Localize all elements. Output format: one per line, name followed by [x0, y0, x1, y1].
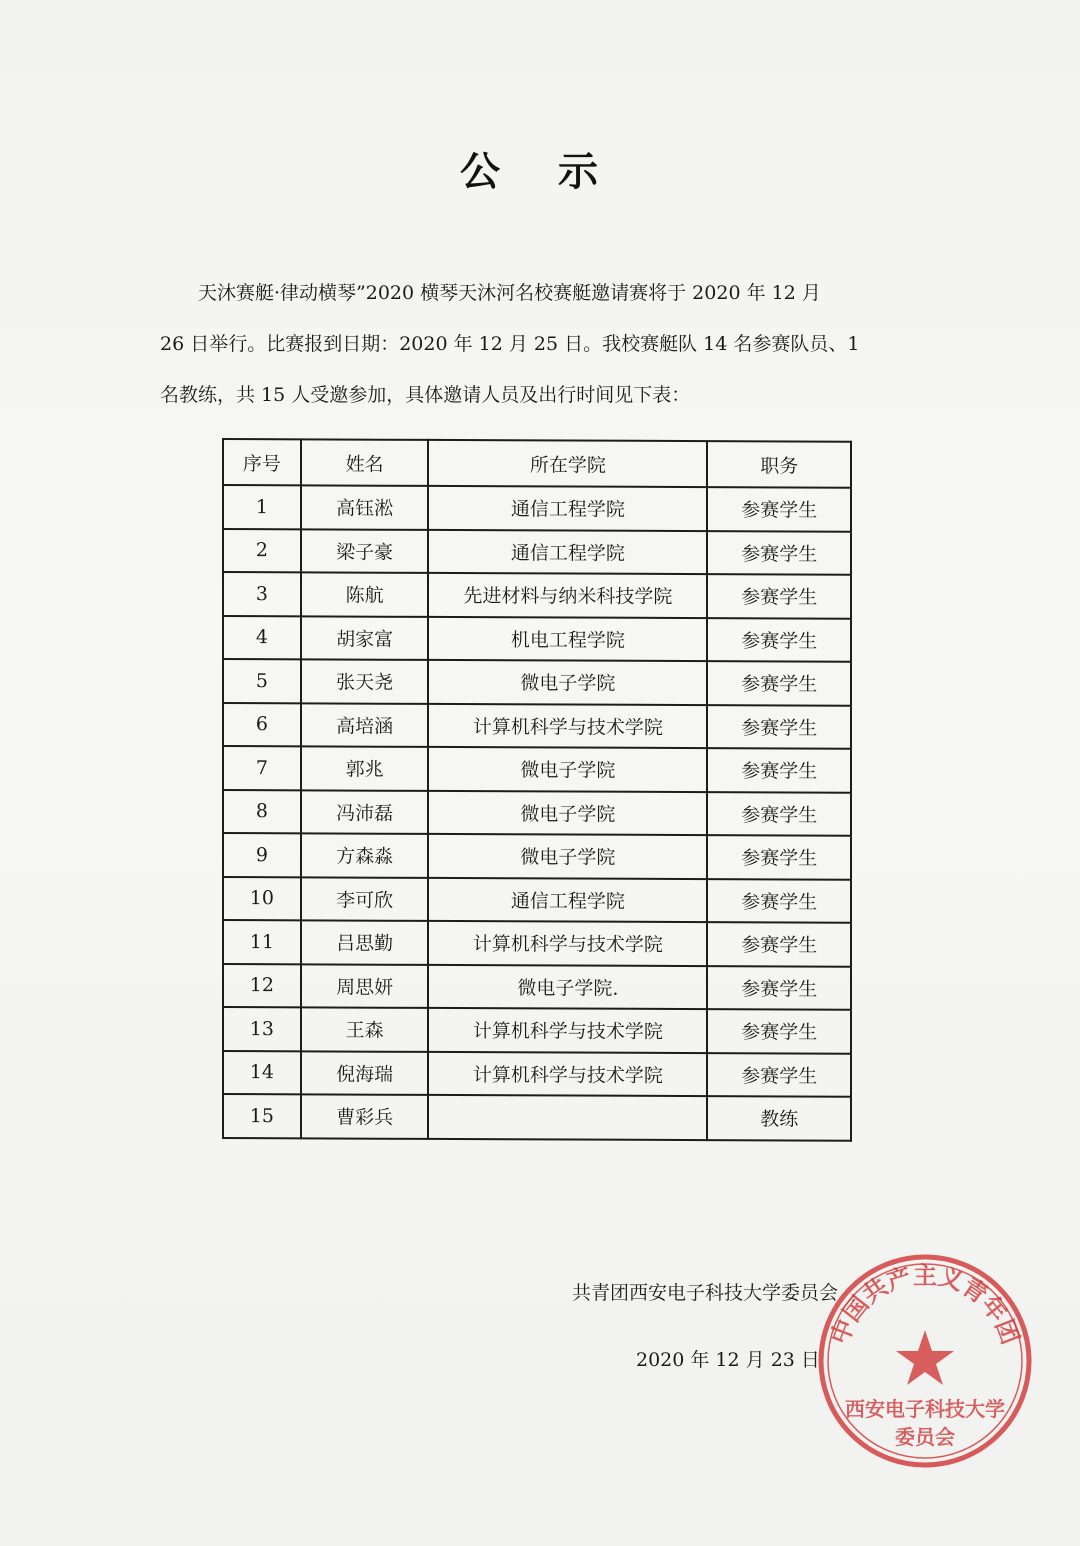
cell-role: 参赛学生 [707, 531, 851, 575]
cell-college: 计算机科学与技术学院 [428, 921, 707, 966]
table-row [223, 703, 851, 749]
table-row [223, 616, 851, 662]
roster-table [222, 438, 852, 1141]
seal-star-icon [896, 1330, 954, 1385]
cell-index: 13 [223, 1007, 301, 1051]
paragraph-line-1: 天沐赛艇·律动横琴”2020 横琴天沐河名校赛艇邀请赛将于 2020 年 12 月 [198, 282, 821, 304]
cell-name: 张天尧 [301, 659, 429, 703]
cell-role: 参赛学生 [707, 966, 851, 1010]
cell-role: 参赛学生 [707, 792, 851, 836]
cell-college: 微电子学院. [428, 964, 707, 1009]
cell-role: 参赛学生 [707, 1009, 851, 1053]
cell-college: 计算机科学与技术学院 [428, 1008, 707, 1053]
cell-name: 王森 [301, 1007, 429, 1051]
cell-name: 吕思勤 [301, 920, 429, 964]
cell-college [428, 1095, 707, 1140]
cell-name: 高培涵 [301, 703, 429, 747]
table-row [223, 833, 851, 879]
table-row [223, 790, 851, 836]
cell-index: 2 [223, 529, 301, 573]
cell-role: 参赛学生 [707, 748, 851, 792]
cell-college: 计算机科学与技术学院 [428, 703, 707, 748]
cell-college: 先进材料与纳米科技学院 [428, 573, 707, 618]
cell-role: 教练 [707, 1096, 851, 1140]
cell-index: 3 [223, 572, 301, 616]
cell-college: 计算机科学与技术学院 [428, 1051, 707, 1096]
table-row [223, 964, 851, 1010]
cell-index: 12 [223, 964, 301, 1008]
cell-index: 11 [223, 920, 301, 964]
official-seal [812, 1248, 1038, 1474]
cell-name: 胡家富 [301, 616, 429, 660]
cell-college: 微电子学院 [428, 790, 707, 835]
paragraph-line-3: 名教练，共 15 人受邀参加，具体邀请人员及出行时间见下表： [160, 384, 691, 406]
cell-name: 陈航 [301, 572, 429, 616]
table-row [223, 485, 851, 531]
cell-role: 参赛学生 [707, 574, 851, 618]
cell-name: 冯沛磊 [301, 790, 429, 834]
seal-inner-line1: 西安电子科技大学 [845, 1397, 1005, 1421]
cell-index: 15 [223, 1094, 301, 1138]
cell-name: 郭兆 [301, 746, 429, 790]
cell-index: 1 [223, 485, 301, 529]
cell-index: 10 [223, 877, 301, 921]
cell-name: 李可欣 [301, 877, 429, 921]
cell-role: 参赛学生 [707, 1053, 851, 1097]
cell-role: 参赛学生 [707, 879, 851, 923]
issue-date: 2020 年 12 月 23 日 [636, 1349, 820, 1371]
cell-college: 微电子学院 [428, 747, 707, 792]
table-row [223, 1094, 851, 1140]
cell-index: 6 [223, 703, 301, 747]
header-name: 姓名 [301, 439, 429, 486]
table-row [223, 659, 851, 705]
document-title: 公 示 [460, 149, 620, 195]
cell-college: 通信工程学院 [428, 529, 707, 574]
table-body [223, 485, 851, 1140]
cell-college: 通信工程学院 [428, 486, 707, 531]
table-row [223, 877, 851, 923]
seal-ring-text: 中国共产主义青年团 [825, 1261, 1025, 1349]
cell-index: 7 [223, 746, 301, 790]
notice-paragraph [160, 268, 930, 421]
paragraph-line-2: 26 日举行。比赛报到日期：2020 年 12 月 25 日。我校赛艇队 14 名参赛队员、1 [160, 333, 860, 355]
table-row [223, 529, 851, 575]
table-header-row [223, 439, 851, 488]
cell-index: 14 [223, 1051, 301, 1095]
table-row [223, 1007, 851, 1053]
header-college: 所在学院 [428, 440, 707, 487]
cell-role: 参赛学生 [707, 618, 851, 662]
cell-index: 4 [223, 616, 301, 660]
cell-name: 周思妍 [301, 964, 429, 1008]
cell-name: 梁子豪 [301, 529, 429, 573]
header-role: 职务 [707, 441, 851, 488]
table-row [223, 746, 851, 792]
cell-college: 微电子学院 [428, 834, 707, 879]
cell-role: 参赛学生 [707, 661, 851, 705]
cell-role: 参赛学生 [707, 487, 851, 531]
issuer-signature: 共青团西安电子科技大学委员会 [572, 1282, 839, 1304]
cell-role: 参赛学生 [707, 705, 851, 749]
cell-index: 5 [223, 659, 301, 703]
table-row [223, 1051, 851, 1097]
cell-name: 高钰淞 [301, 485, 429, 529]
cell-index: 8 [223, 790, 301, 834]
cell-name: 曹彩兵 [301, 1094, 429, 1138]
cell-role: 参赛学生 [707, 922, 851, 966]
cell-name: 方森淼 [301, 833, 429, 877]
cell-role: 参赛学生 [707, 835, 851, 879]
seal-inner-line2: 委员会 [895, 1425, 955, 1449]
header-index: 序号 [223, 439, 301, 485]
cell-college: 机电工程学院 [428, 616, 707, 661]
cell-college: 通信工程学院 [428, 877, 707, 922]
cell-college: 微电子学院 [428, 660, 707, 705]
cell-index: 9 [223, 833, 301, 877]
table-row [223, 920, 851, 966]
table-row [223, 572, 851, 618]
cell-name: 倪海瑞 [301, 1051, 429, 1095]
